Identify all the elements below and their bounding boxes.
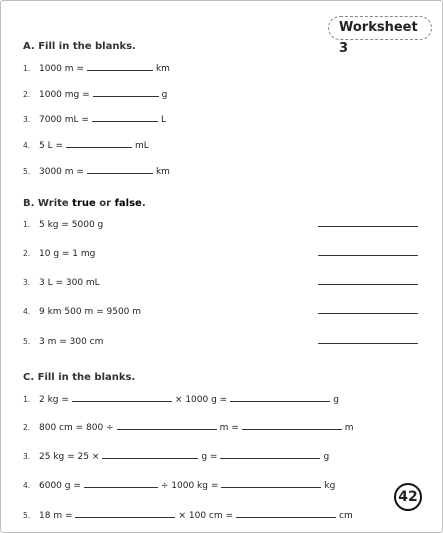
answer-line[interactable] [318,284,418,285]
item-left: 3000 m = [39,167,84,177]
section-c-item-4 [23,478,432,492]
answer-line[interactable] [318,313,418,314]
worksheet-label: Worksheet 3 [328,16,432,40]
item-number: 3. [23,115,31,124]
item-number: 1. [23,220,31,229]
item-unit: L [160,115,166,125]
item-number: 4. [23,307,31,316]
item-number: 2. [23,423,31,432]
item-unit: g [323,452,330,462]
statement: 3 m = 300 cm [39,337,104,347]
item-number: 1. [23,395,31,404]
item-number: 4. [23,141,31,150]
answer-blank[interactable] [66,138,132,148]
item-part-b: g = [201,452,218,462]
item-unit: m [344,423,354,433]
item-unit: km [155,167,170,177]
item-left: 1000 mg = [39,90,90,100]
answer-blank[interactable] [87,61,153,71]
item-left: 7000 mL = [39,115,89,125]
section-b-title [23,198,146,209]
answer-line[interactable] [318,255,418,256]
item-number: 5. [23,337,31,346]
section-c-item-2 [23,420,432,434]
item-unit: kg [324,481,336,491]
section-b-title-false: false [114,198,142,209]
answer-blank[interactable] [102,449,198,459]
answer-blank[interactable] [92,112,158,122]
item-part-b: m = [219,423,239,433]
section-b-item-3 [23,276,432,290]
item-left: 1000 m = [39,64,84,74]
statement: 9 km 500 m = 9500 m [39,307,142,317]
item-number: 4. [23,481,31,490]
answer-line[interactable] [318,343,418,344]
item-part-b: × 100 cm = [178,511,234,521]
item-number: 1. [23,64,31,73]
section-c-item-3 [23,449,432,463]
item-unit: g [333,395,339,405]
item-part-b: ÷ 1000 kg = [160,481,219,491]
section-b-title-end: . [141,198,146,209]
statement: 10 g = 1 mg [39,249,96,259]
answer-blank[interactable] [87,164,153,174]
section-a-item-5 [23,164,432,178]
item-unit: g [161,90,168,100]
answer-blank[interactable] [221,478,321,488]
answer-blank[interactable] [242,420,342,430]
answer-blank[interactable] [72,392,172,402]
item-part-a: 800 cm = 800 ÷ [39,423,114,433]
statement: 3 L = 300 mL [39,278,100,288]
item-number: 3. [23,452,31,461]
item-number: 5. [23,167,31,176]
statement: 5 kg = 5000 g [39,220,104,230]
section-b-item-2 [23,247,432,261]
answer-blank[interactable] [236,508,336,518]
section-c-title: C. Fill in the blanks. [23,372,136,383]
page-number: 42 [394,483,422,511]
item-unit: cm [339,511,353,521]
section-b-item-4 [23,305,432,319]
section-a-item-2 [23,87,432,101]
section-b-title-or: or [99,198,112,209]
answer-blank[interactable] [84,478,158,488]
section-a-item-3 [23,112,432,126]
section-a-item-4 [23,138,432,152]
item-part-a: 18 m = [39,511,73,521]
section-a-title: A. Fill in the blanks. [23,41,136,52]
answer-blank[interactable] [93,87,159,97]
section-b-title-true: true [72,198,96,209]
section-b-item-5 [23,335,432,349]
item-part-a: 6000 g = [39,481,81,491]
item-part-b: × 1000 g = [174,395,228,405]
answer-blank[interactable] [230,392,330,402]
item-part-a: 2 kg = [39,395,69,405]
item-unit: mL [135,141,149,151]
answer-blank[interactable] [117,420,217,430]
section-b-title-prefix: B. Write [23,198,69,209]
section-b-item-1 [23,218,432,232]
item-unit: km [155,64,170,74]
item-left: 5 L = [39,141,64,151]
section-c-item-5 [23,508,432,522]
item-number: 5. [23,511,31,520]
section-a-item-1 [23,61,432,75]
item-number: 2. [23,90,31,99]
item-number: 3. [23,278,31,287]
item-part-a: 25 kg = 25 × [39,452,100,462]
item-number: 2. [23,249,31,258]
answer-blank[interactable] [220,449,320,459]
answer-blank[interactable] [75,508,175,518]
answer-line[interactable] [318,226,418,227]
section-c-item-1 [23,392,432,406]
